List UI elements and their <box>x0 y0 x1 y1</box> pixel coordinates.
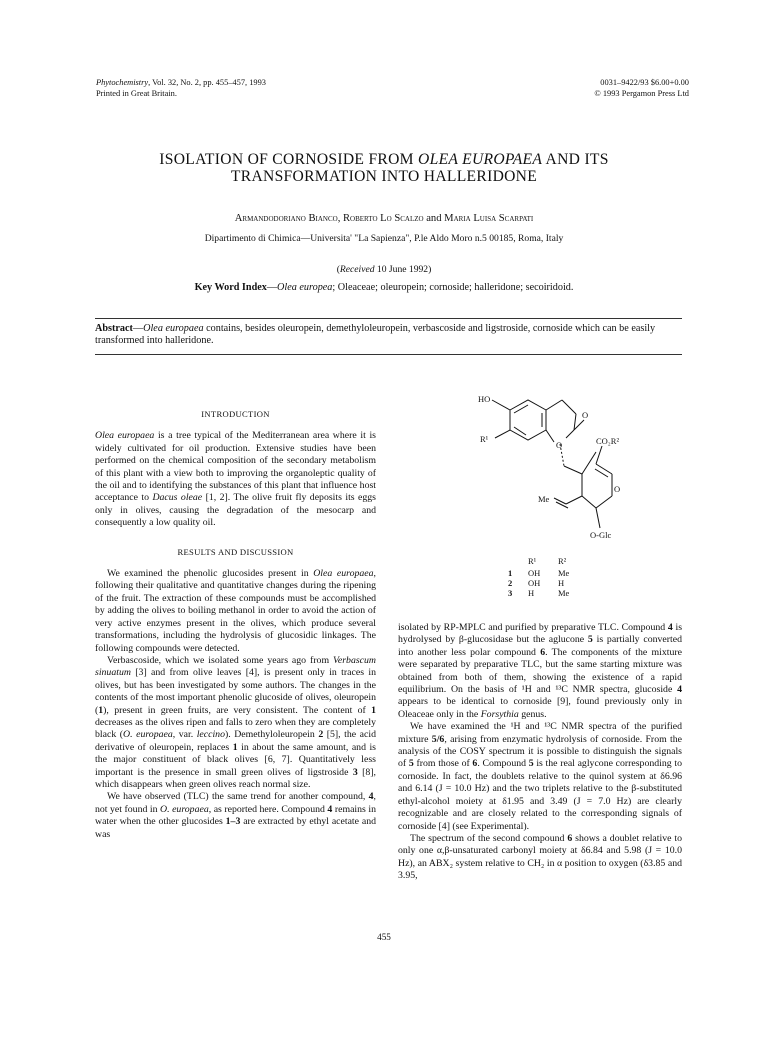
journal-volume: , Vol. 32, No. 2, pp. 455–457, 1993 <box>148 78 266 87</box>
r3-compound-4: 4 <box>368 791 374 803</box>
copyright: © 1993 Pergamon Press Ltd <box>594 88 689 98</box>
r3-olea: O. europaea <box>160 803 209 815</box>
results-paragraph-1 <box>95 568 376 655</box>
keyword-label: Key Word Index <box>194 282 267 293</box>
r1-species: Olea europaea <box>313 568 374 580</box>
row2-r1: OH <box>528 578 541 588</box>
r2-compound-1: 1 <box>98 704 104 716</box>
rp1-compound-6: 6 <box>540 646 546 658</box>
rp1-forsythia: Forsythia <box>480 708 519 720</box>
rp3-text-1: The spectrum of the second compound <box>410 832 568 844</box>
journal-name: Phytochemistry <box>96 78 149 87</box>
r2-compound-1c: 1 <box>232 741 238 753</box>
rp1-compound-4: 4 <box>667 622 673 633</box>
title-line2: TRANSFORMATION INTO HALLERIDONE <box>230 168 538 185</box>
row1-number: 1 <box>508 568 513 578</box>
rp1-text-4: . The components of the mixture were separated by preparative TLC, but the same starting mixture was obtained from both of them, showing the existence of a rapid equilibrium. On the basis of ¹H and ¹³C NMR spectra, glucoside <box>398 646 682 696</box>
section-results: RESULTS AND DISCUSSION <box>177 546 294 557</box>
affiliation: Dipartimento di Chimica—Universita' "La Sapienza", P.le Aldo Moro n.5 00185, Roma, Italy <box>204 233 564 244</box>
abstract-species: Olea europaea <box>143 323 204 334</box>
keyword-species: Olea europea <box>277 282 333 293</box>
abstract-bottom-rule <box>95 354 682 355</box>
rp3-text-2: shows a doublet relative to only one α,β-unsaturated carbonyl moiety at δ6.84 and 5.98 (J = 10.0 Hz), an ABX₂ system relative to CH₂ in α position to oxygen (δ3.85 and 3.95, <box>398 832 682 882</box>
rp2-text-3: from those of <box>413 758 473 770</box>
rp1-compound-4b: 4 <box>677 684 682 696</box>
rp2-text-4: . Compound <box>477 758 529 770</box>
keyword-index <box>60 282 708 293</box>
page-number: 455 <box>377 932 391 942</box>
right-paragraph-2 <box>398 721 682 833</box>
r2-text-3: ), present in green fruits, are very consistent. The content of <box>103 704 372 716</box>
r2-verbascum: Verbascum sinuatum <box>95 654 376 679</box>
chemical-structure <box>470 392 650 598</box>
r2-text-9: [8], which disappears when green olives reach normal size. <box>95 766 376 790</box>
title-species: OLEA EUROPAEA <box>418 151 543 168</box>
r3-text-4: remains in water when the other glucosides <box>95 803 376 828</box>
abstract-top-rule <box>95 318 682 319</box>
label-ho: HO <box>478 394 491 404</box>
right-column <box>398 622 682 883</box>
label-o-glc: O-Glc <box>590 530 612 540</box>
row1-r1: OH <box>528 568 541 578</box>
right-paragraph-3 <box>398 833 682 883</box>
structure-bonds <box>492 400 612 528</box>
rp1-text-3: is partially converted into another less polar compound <box>398 634 682 658</box>
r3-compounds-1-3: 1–3 <box>225 816 241 828</box>
running-header-left <box>96 78 266 99</box>
row1-r2: Me <box>558 568 570 578</box>
intro-paragraph <box>95 430 376 529</box>
title-part2: AND ITS <box>542 151 609 168</box>
keyword-list: ; Oleaceae; oleuropein; cornoside; halleridone; secoiridoid. <box>332 282 574 293</box>
r2-compound-2: 2 <box>318 729 324 741</box>
r3-text-2: , not yet found in <box>95 791 376 815</box>
author-3: Maria Luisa Scarpati <box>444 213 534 224</box>
r2-text-4: decreases as the olives ripen and falls to zero when they are completely black ( <box>95 716 376 741</box>
intro-text-2: [1, 2]. The olive fruit fly deposits its eggs only in olives, causing the degradation of the mesocarp and consequently a low quality oil. <box>95 492 376 529</box>
r2-text-8: in about the same amount, and is the major constituent of black olives [6, 7]. Quantitatively less important is the presence in small green olives of ligstroside <box>95 741 376 778</box>
label-methyl: Me <box>538 494 550 504</box>
received-value: 10 June 1992 <box>374 264 429 275</box>
printed-note: Printed in Great Britain. <box>96 88 177 98</box>
rp2-text-1: We have examined the ¹H and ¹³C NMR spectra of the purified mixture <box>398 721 682 745</box>
row2-number: 2 <box>508 578 513 588</box>
table-header-r2: R² <box>558 556 567 566</box>
rp1-compound-5: 5 <box>587 634 593 646</box>
rp1-text-2: is hydrolysed by β-glucosidase but the aglucone <box>398 622 683 646</box>
author-sep-2: and <box>423 213 445 224</box>
results-paragraph-2 <box>95 655 376 791</box>
keyword-dash: — <box>266 282 278 293</box>
r1-text-2: , following their qualitative and quantitative changes during the ripening of the fruit. The extraction of these compounds must be accomplished by adding the olives to boiling methanol in order to avoid the action of very active enzymes present in the olives, which produce several transformations, including the hydrolysis of glucosidic linkages. The following compounds were detected. <box>95 568 376 654</box>
results-paragraph-3 <box>95 791 376 841</box>
received-date: (Received 10 June 1992) <box>336 264 432 275</box>
r2-variety: leccino <box>196 729 225 741</box>
section-introduction: INTRODUCTION <box>201 409 270 419</box>
label-co2r2: CO₂R² <box>596 436 619 446</box>
intro-species: Olea europaea <box>95 430 155 442</box>
abstract-label: Abstract <box>95 323 133 334</box>
r3-compound-4b: 4 <box>327 803 333 815</box>
r1-text-1: We examined the phenolic glucosides present in <box>107 568 314 580</box>
author-1: Armandodoriano Bianco <box>234 213 338 224</box>
abstract-text: contains, besides oleuropein, demethyloleuropein, verbascoside and ligstroside, cornoside which can be easily transformed into halleridone. <box>95 323 656 347</box>
r3-text-5: are extracted by ethyl acetate and was <box>95 816 376 840</box>
r2-text-6: ). Demethyloleuropein <box>224 729 319 741</box>
r2-text-1: Verbascoside, which we isolated some years ago from <box>107 654 333 666</box>
author-2: Roberto Lo Scalzo <box>342 213 424 224</box>
rp3-compound-6: 6 <box>567 832 573 844</box>
received-label: Received <box>339 264 375 275</box>
authors <box>60 213 708 224</box>
title-part1: ISOLATION OF CORNOSIDE FROM <box>159 151 419 168</box>
issn-code: 0031–9422/93 $6.00+0.00 <box>600 78 689 87</box>
rp2-compounds-5-6: 5/6 <box>431 733 445 745</box>
article-title <box>60 151 708 185</box>
r2-compound-1b: 1 <box>371 704 376 716</box>
intro-text-1: is a tree typical of the Mediterranean area where it is widely cultivated for oil production. Extensive studies have been performed on the chemical composition of the secondary metabolism of this plant with a view both to improving the organoleptic quality of the oil and to identifying the substances of this plant that influence host acceptance to <box>95 430 376 504</box>
label-ring-oxygen: O <box>556 440 563 450</box>
abstract <box>95 323 682 348</box>
rp2-compound-5: 5 <box>408 758 414 770</box>
rp1-text-1: isolated by RP-MPLC and purified by preparative TLC. Compound <box>398 622 668 633</box>
right-paragraph-1 <box>398 622 682 721</box>
intro-dacus: Dacus oleae <box>152 492 203 504</box>
rp1-text-5: appears to be identical to cornoside [9], found previously only in Oleaceae only in the <box>398 696 682 720</box>
rp2-text-5: is the real aglycone corresponding to cornoside. In fact, the doublets relative to the quinol system at δ6.96 and 6.14 (J = 10.0 Hz) and the two triplets relative to the β-substituted ethyl-alcohol moiety at δ1.95 and 3.49 (J = 7.0 Hz) are clearly recognizable and are closely related to the corresponding signals of cornoside [4] (see Experimental). <box>398 758 682 832</box>
r2-text-7: [5], the acid derivative of oleuropein, replaces <box>95 729 376 753</box>
r3-text-3: , as reported here. Compound <box>208 803 328 815</box>
row3-r2: Me <box>558 588 570 598</box>
abstract-dash: — <box>132 323 144 334</box>
left-column <box>95 408 376 841</box>
table-header-r1: R¹ <box>528 556 537 566</box>
running-header-right <box>594 78 689 99</box>
row2-r2: H <box>558 578 565 588</box>
label-carbonyl-oxygen: O <box>582 410 589 420</box>
label-r1: R¹ <box>480 434 489 444</box>
r3-text-1: We have observed (TLC) the same trend for another compound, <box>107 791 369 803</box>
rp1-text-6: genus. <box>518 708 547 720</box>
label-pyran-oxygen: O <box>614 484 621 494</box>
rp2-compound-5b: 5 <box>528 758 534 770</box>
r2-compound-3: 3 <box>352 766 358 778</box>
rp2-text-2: , arising from enzymatic hydrolysis of cornoside. From the analysis of the COSY spectrum it is possible to distinguish the signals of <box>398 733 682 770</box>
row3-number: 3 <box>508 588 513 598</box>
rp2-compound-6: 6 <box>472 758 478 770</box>
r2-olea: O. europaea <box>123 729 173 741</box>
r2-text-2: [3] and from olive leaves [4], is present only in traces in olives, but has been investigated by some authors. The changes in the contents of the most important phenolic glucoside of olives, oleuropein ( <box>95 667 376 716</box>
r2-text-5: , var. <box>172 729 197 741</box>
row3-r1: H <box>528 588 535 598</box>
author-sep-1: , <box>337 213 343 224</box>
